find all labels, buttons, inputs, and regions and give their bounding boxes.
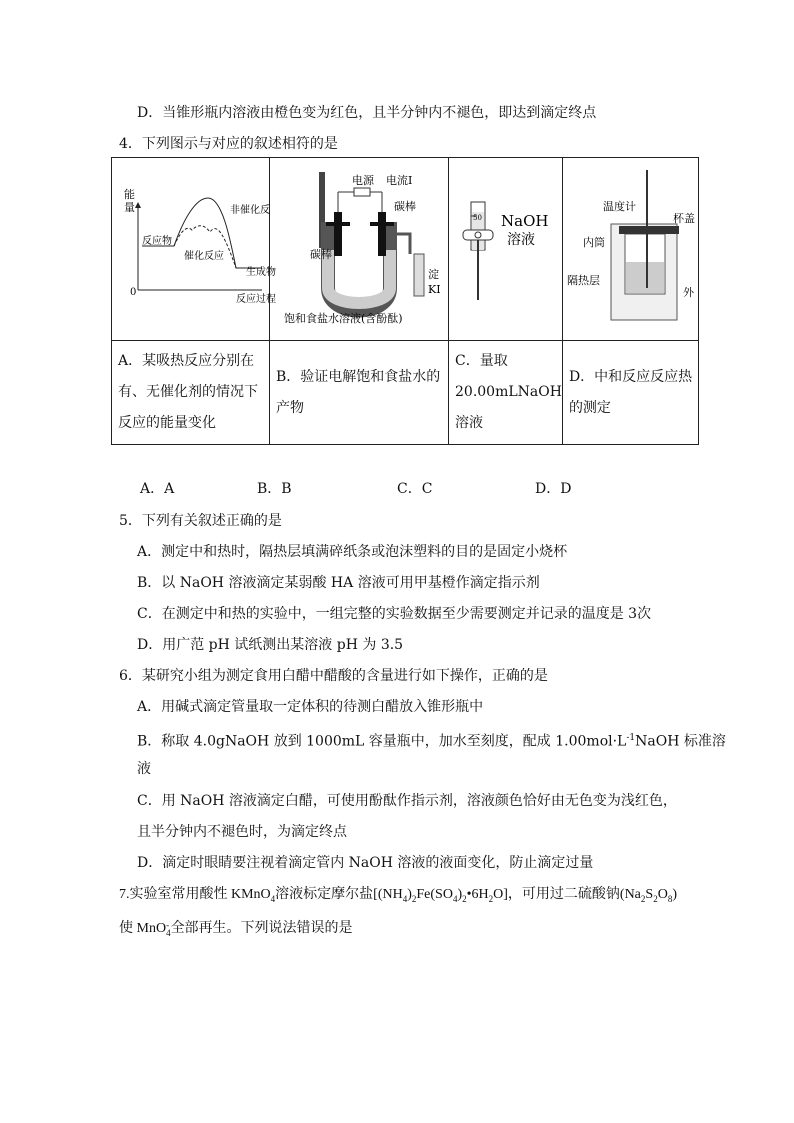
q4-choice-a: A．A xyxy=(140,481,175,497)
q6-option-b-line2: 液 xyxy=(137,761,151,777)
fig-a-xlabel: 反应过程 xyxy=(236,294,276,305)
q6-option-c-line1: C．用 NaOH 溶液滴定白醋，可使用酚酞作指示剂，溶液颜色恰好由无色变为浅红色， xyxy=(137,793,677,809)
calorimeter-apparatus xyxy=(563,158,698,336)
q6-option-a: A．用碱式滴定管量取一定体积的待测白醋放入锥形瓶中 xyxy=(137,699,484,715)
burette-apparatus xyxy=(449,158,549,336)
fig-b-cell xyxy=(270,158,449,341)
q3-option-d: D．当锥形瓶内溶液由橙色变为红色，且半分钟内不褪色，即达到滴定终点 xyxy=(137,105,597,121)
fig-a-cell xyxy=(112,158,276,341)
q5-option-c: C．在测定中和热的实验中，一组完整的实验数据至少需要测定并记录的温度是 3次 xyxy=(137,606,652,622)
q6-stem: 6．某研究小组为测定食用白醋中醋酸的含量进行如下操作，正确的是 xyxy=(119,668,548,684)
fig-c-naoh: NaOH xyxy=(501,212,549,230)
fig-d-outer: 外 xyxy=(682,286,694,299)
fig-a-reactant: 反应物 xyxy=(142,236,172,247)
q4-figure-table xyxy=(111,157,699,445)
fig-b-solution: 饱和食盐水溶液(含酚酞) xyxy=(284,312,403,325)
q7-stem-line2: 使 MnO- 4全部再生。下列说法错误的是 xyxy=(119,919,353,938)
fig-a-ylabel-1: 能 xyxy=(124,188,135,201)
fig-d-cell xyxy=(562,158,698,341)
fig-b-power: 电源 xyxy=(352,174,374,187)
q4-choice-d: D．D xyxy=(535,481,572,497)
caption-d: D．中和反应反应热的测定 xyxy=(562,341,698,445)
fig-d-thermometer: 温度计 xyxy=(602,200,636,213)
fig-a-origin: 0 xyxy=(130,287,137,298)
fig-b-rod-left: 碳棒 xyxy=(310,248,332,261)
q4-choice-b: B．B xyxy=(257,481,292,497)
fig-a-uncat-label: 非催化反 xyxy=(230,205,270,216)
fig-a-cat-label: 催化反应 xyxy=(184,251,224,262)
fig-d-insulation: 隔热层 xyxy=(566,274,600,287)
q5-option-b: B．以 NaOH 溶液滴定某弱酸 HA 溶液可用甲基橙作滴定指示剂 xyxy=(137,575,540,591)
fig-b-ki-2: KI xyxy=(428,283,441,296)
caption-b: B．验证电解饱和食盐水的产物 xyxy=(270,341,449,445)
q5-stem: 5．下列有关叙述正确的是 xyxy=(119,513,282,529)
fig-d-lid: 杯盖 xyxy=(672,212,695,225)
electrolysis-apparatus xyxy=(270,158,448,336)
q5-option-a: A．测定中和热时，隔热层填满碎纸条或泡沫塑料的目的是固定小烧杯 xyxy=(137,544,568,560)
fig-b-current: 电流I xyxy=(386,174,413,187)
q4-choice-c: C．C xyxy=(397,481,433,497)
fig-a-product: 生成物 xyxy=(246,267,276,278)
caption-c: C．量取20.00mLNaOH溶液 xyxy=(449,341,563,445)
energy-diagram xyxy=(112,158,276,336)
caption-a: A．某吸热反应分别在有、无催化剂的情况下反应的能量变化 xyxy=(112,341,270,445)
q4-stem: 4．下列图示与对应的叙述相符的是 xyxy=(119,136,338,152)
fig-c-solution: 溶液 xyxy=(507,232,535,248)
q6-option-d: D．滴定时眼睛要注视着滴定管内 NaOH 溶液的液面变化，防止滴定过量 xyxy=(137,855,594,871)
q6-option-b-line1: B．称取 4.0gNaOH 放到 1000mL 容量瓶中，加水至刻度，配成 $1.00mol\cdot L^{-1}NaOH$ 标准溶 xyxy=(137,733,726,750)
q6-option-c-line2: 且半分钟内不褪色时，为滴定终点 xyxy=(137,824,347,840)
fig-c-mark: 50 xyxy=(473,214,482,222)
fig-a-ylabel-2: 量 xyxy=(124,201,135,214)
fig-b-rod-right: 碳棒 xyxy=(394,200,416,213)
fig-c-cell xyxy=(449,158,563,341)
fig-d-inner: 内筒 xyxy=(582,236,605,249)
fig-b-ki-1: 淀 xyxy=(428,268,439,281)
q7-stem-line1: 7.实验室常用酸性 KMnO$_4$溶液标定摩尔盐$[(NH_4)_2Fe(SO_4)_2•6H_2O]$，可用过二硫酸钠$(Na_2S_2O_8)$ xyxy=(119,887,677,904)
q5-option-d: D．用广范 pH 试纸测出某溶液 pH 为 3.5 xyxy=(137,637,404,653)
